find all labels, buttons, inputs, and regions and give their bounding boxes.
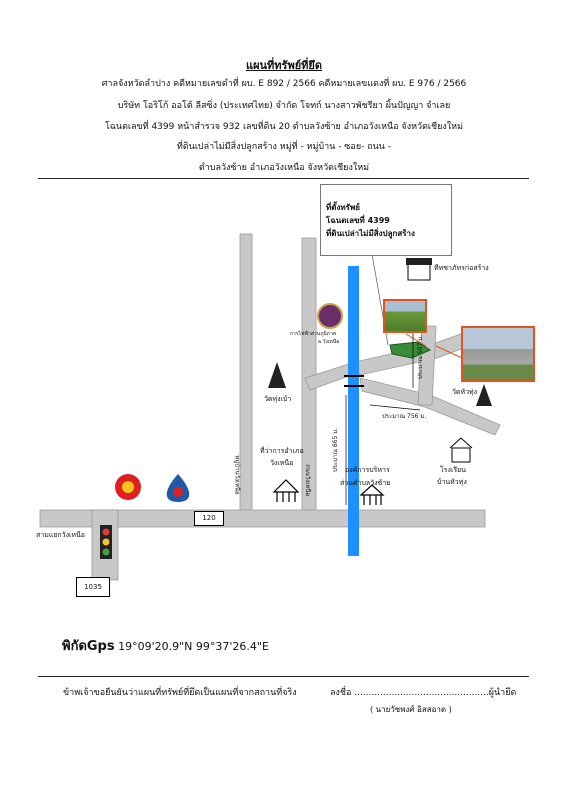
header-land-line: ที่ดินเปล่าไม่มีสิ่งปลูกสร้าง หมู่ที่ - หมู่บ้าน - ซอย- ถนน -	[176, 142, 392, 152]
temple-right-label: วัดหัวทุ่ง	[452, 388, 478, 396]
header-court-line: ศาลจังหวัดลำปาง คดีหมายเลขดำที่ ผบ. E 892 / 2566 คดีหมายเลขแดงที่ ผบ. E 976 / 2566	[101, 79, 467, 89]
temple-left-label: วัดทุ่งเบ้า	[264, 395, 292, 403]
school-label-1: โรงเรียน	[440, 466, 466, 474]
pea-label: การไฟฟ้าส่วนภูมิภาค	[290, 331, 337, 337]
footer-statement: ข้าพเจ้าขอยืนยันว่าแผนที่ทรัพย์ที่ยึดเป็นแผนที่จากสถานที่จริง	[63, 688, 297, 698]
sao-label-2: ส่วนตำบลวังซ้าย	[340, 479, 391, 487]
road-mid-label: ถนนวังเหนือ	[303, 464, 311, 496]
pea-logo-icon	[318, 304, 342, 328]
header-location-line: ตำบลวังซ้าย อำเภอวังเหนือ จังหวัดเชียงใหม่	[198, 163, 370, 173]
shop-icon	[406, 258, 432, 280]
gps-prefix: พิกัดGps	[62, 639, 115, 654]
route-120-badge: 120	[194, 511, 224, 526]
signer-name: ( นายวัชพงศ์ อิสสอาด )	[370, 705, 452, 714]
gps-coordinates	[62, 635, 269, 656]
map-title: แผนที่ทรัพย์ที่ยึด	[245, 59, 322, 72]
temple-icon	[268, 362, 286, 388]
junction-label: สามแยกวังเหนือ	[36, 531, 86, 539]
route-1035-badge: 1035	[76, 577, 110, 597]
callout-line-3: ที่ดินเปล่าไม่มีสิ่งปลูกสร้าง	[326, 229, 415, 238]
river-label: แม่น้ำวัง	[329, 402, 339, 431]
property-photo-small	[383, 299, 427, 333]
distance-865-label: ประมาณ 865 ม.	[332, 427, 340, 473]
shop-label: ทีทชาภัทรก่อสร้าง	[434, 264, 489, 272]
school-icon	[450, 438, 472, 462]
school-label-2: บ้านหัวทุ่ง	[437, 478, 467, 486]
distance-756-label: ประมาณ 756 ม.	[382, 413, 427, 420]
signature-line: ลงชื่อ ...............................................ผู้นำยึด	[330, 688, 517, 698]
pea-label-2: อ.วังเหนือ	[318, 339, 340, 345]
road-left-label: หมู่บ้านวังเหนือ	[233, 455, 241, 495]
traffic-light-icon	[100, 525, 112, 559]
gps-value: 19°09'20.9"N 99°37'26.4"E	[118, 640, 269, 653]
district-office-label-1: ที่ว่าการอำเภอ	[260, 447, 304, 455]
property-photo-large	[461, 326, 535, 382]
distance-507-label: ประมาณ 507 ม.	[417, 334, 425, 380]
property-callout	[320, 184, 452, 256]
sao-label-1: องค์การบริหาร	[345, 466, 390, 474]
callout-line-2: โฉนดเลขที่ 4399	[326, 216, 390, 225]
header-deed-line: โฉนดเลขที่ 4399 หน้าสำรวจ 932 เลขที่ดิน 20 ตำบลวังซ้าย อำเภอวังเหนือ จังหวัดเชียงใหม่	[104, 122, 464, 132]
district-office-label-2: วังเหนือ	[270, 459, 294, 467]
header-parties-line: บริษัท โอริโก้ ออโต้ ลีสซิ่ง (ประเทศไทย) จำกัด โจทก์ นางสาวพัชรียา ผิ้นปัญญา จำเลย	[117, 101, 451, 111]
river	[348, 266, 359, 556]
callout-line-1: ที่ตั้งทรัพย์	[326, 203, 360, 212]
temple-right-icon	[476, 384, 492, 406]
